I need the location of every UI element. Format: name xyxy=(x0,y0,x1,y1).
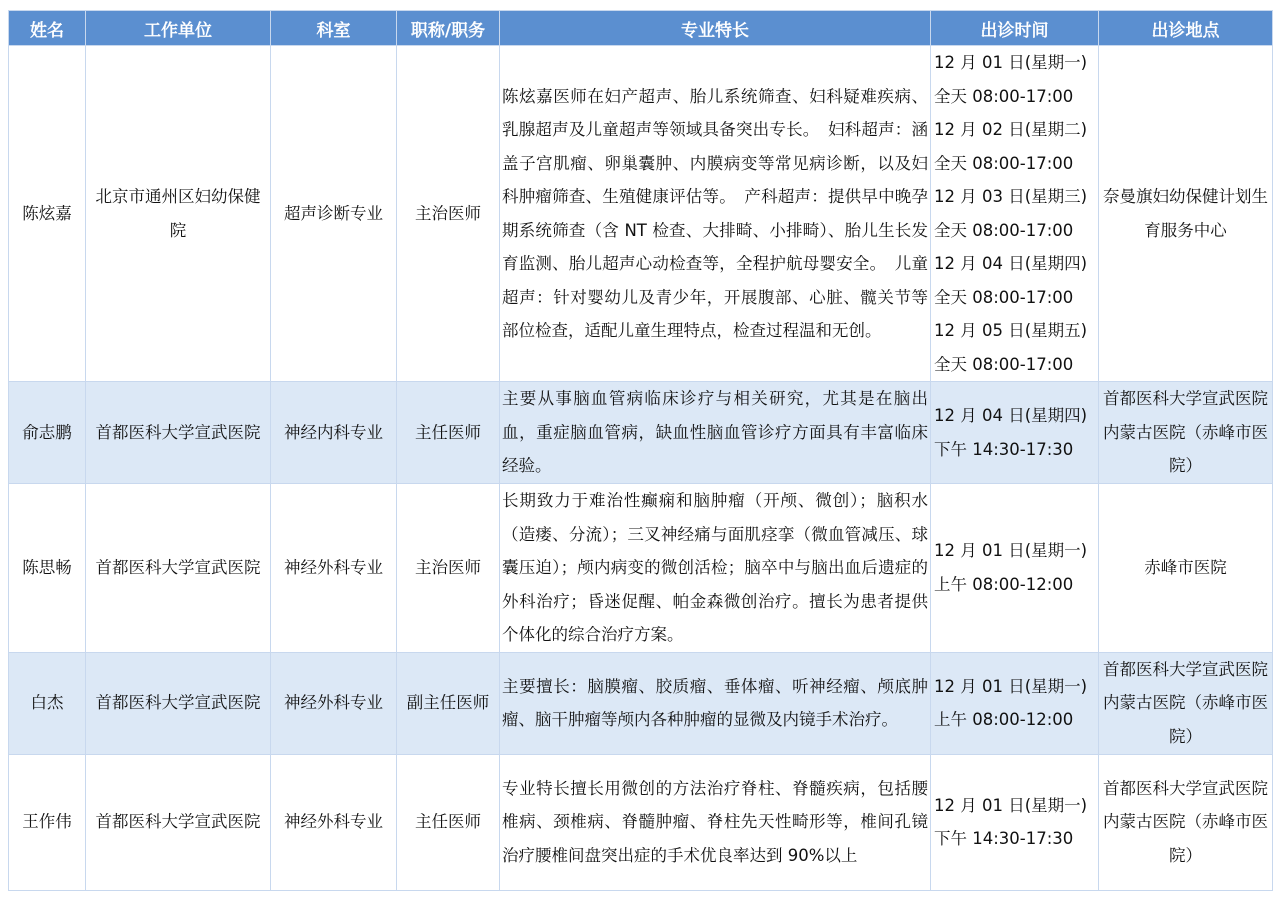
doctor-title: 主治医师 xyxy=(397,484,500,653)
clinic-place: 首都医科大学宣武医院内蒙古医院（赤峰市医院） xyxy=(1099,754,1273,890)
doctor-specialty: 主要擅长：脑膜瘤、胶质瘤、垂体瘤、听神经瘤、颅底肿瘤、脑干肿瘤等颅内各种肿瘤的显微及内镜手术治疗。 xyxy=(500,652,931,754)
header-dept: 科室 xyxy=(271,11,397,46)
clinic-time-line: 12 月 04 日(星期四) xyxy=(934,254,1088,273)
doctor-name: 王作伟 xyxy=(9,754,86,890)
clinic-place: 首都医科大学宣武医院内蒙古医院（赤峰市医院） xyxy=(1099,382,1273,484)
clinic-time-line: 12 月 04 日(星期四) xyxy=(934,406,1088,425)
clinic-place: 首都医科大学宣武医院内蒙古医院（赤峰市医院） xyxy=(1099,652,1273,754)
doctor-title: 主任医师 xyxy=(397,754,500,890)
clinic-time-line: 全天 08:00-17:00 xyxy=(934,354,1074,374)
doctor-name: 俞志鹏 xyxy=(9,382,86,484)
header-place: 出诊地点 xyxy=(1099,11,1273,46)
clinic-time-line: 全天 08:00-17:00 xyxy=(934,287,1074,307)
clinic-time-line: 12 月 01 日(星期一) xyxy=(934,676,1088,696)
doctor-org: 北京市通州区妇幼保健院 xyxy=(86,46,271,382)
clinic-time-line: 12 月 01 日(星期一) xyxy=(934,795,1088,815)
table-row xyxy=(9,484,1273,653)
doctor-dept: 神经外科专业 xyxy=(271,484,397,653)
clinic-time-line: 全天 08:00-17:00 xyxy=(934,153,1074,173)
doctor-specialty: 长期致力于难治性癫痫和脑肿瘤（开颅、微创）；脑积水（造瘘、分流）；三叉神经痛与面肌痉挛（微血管减压、球囊压迫）；颅内病变的微创活检；脑卒中与脑出血后遗症的外科治疗；昏迷促醒、帕金森微创治疗。擅长为患者提供个体化的综合治疗方案。 xyxy=(500,484,931,653)
doctor-title: 主治医师 xyxy=(397,46,500,382)
clinic-time-line: 下午 14:30-17:30 xyxy=(934,439,1074,459)
doctor-name: 陈炫嘉 xyxy=(9,46,86,382)
clinic-time xyxy=(931,46,1099,382)
clinic-time-line: 12 月 01 日(星期一) xyxy=(934,541,1088,561)
clinic-time xyxy=(931,484,1099,653)
doctor-dept: 超声诊断专业 xyxy=(271,46,397,382)
clinic-time-line: 12 月 05 日(星期五) xyxy=(934,321,1088,340)
clinic-place: 赤峰市医院 xyxy=(1099,484,1273,653)
clinic-time-line: 12 月 02 日(星期二) xyxy=(934,120,1088,139)
doctor-specialty: 主要从事脑血管病临床诊疗与相关研究，尤其是在脑出血，重症脑血管病，缺血性脑血管诊疗方面具有丰富临床经验。 xyxy=(500,382,931,484)
clinic-time-line: 12 月 03 日(星期三) xyxy=(934,187,1088,206)
clinic-time-line: 上午 08:00-12:00 xyxy=(934,710,1074,729)
table-row xyxy=(9,46,1273,382)
doctor-dept: 神经内科专业 xyxy=(271,382,397,484)
clinic-time xyxy=(931,382,1099,484)
doctor-title: 主任医师 xyxy=(397,382,500,484)
clinic-time-line: 下午 14:30-17:30 xyxy=(934,829,1074,848)
header-title: 职称/职务 xyxy=(397,11,500,46)
table-row xyxy=(9,652,1273,754)
header-time: 出诊时间 xyxy=(931,11,1099,46)
header-specialty: 专业特长 xyxy=(500,11,931,46)
table-row xyxy=(9,754,1273,890)
doctor-org: 首都医科大学宣武医院 xyxy=(86,484,271,653)
doctor-org: 首都医科大学宣武医院 xyxy=(86,652,271,754)
doctor-specialty: 专业特长擅长用微创的方法治疗脊柱、脊髓疾病，包括腰椎病、颈椎病、脊髓肿瘤、脊柱先天性畸形等，椎间孔镜治疗腰椎间盘突出症的手术优良率达到 90%以上 xyxy=(500,754,931,890)
table-header-row xyxy=(9,11,1273,46)
doctor-title: 副主任医师 xyxy=(397,652,500,754)
doctor-dept: 神经外科专业 xyxy=(271,652,397,754)
doctor-schedule-table xyxy=(8,10,1273,891)
doctor-org: 首都医科大学宣武医院 xyxy=(86,382,271,484)
clinic-place: 奈曼旗妇幼保健计划生育服务中心 xyxy=(1099,46,1273,382)
clinic-time-line: 12 月 01 日(星期一) xyxy=(934,53,1088,72)
doctor-name: 白杰 xyxy=(9,652,86,754)
doctor-dept: 神经外科专业 xyxy=(271,754,397,890)
header-name: 姓名 xyxy=(9,11,86,46)
clinic-time-line: 全天 08:00-17:00 xyxy=(934,86,1074,106)
header-org: 工作单位 xyxy=(86,11,271,46)
clinic-time xyxy=(931,652,1099,754)
table-row xyxy=(9,382,1273,484)
doctor-name: 陈思畅 xyxy=(9,484,86,653)
doctor-org: 首都医科大学宣武医院 xyxy=(86,754,271,890)
doctor-specialty: 陈炫嘉医师在妇产超声、胎儿系统筛查、妇科疑难疾病、乳腺超声及儿童超声等领域具备突出专长。 妇科超声：涵盖子宫肌瘤、卵巢囊肿、内膜病变等常见病诊断，以及妇科肿瘤筛查、生殖健康评估等。 产科超声：提供早中晚孕期系统筛查（含 NT 检查、大排畸、小排畸）、胎儿生长发育监测、胎儿超声心动检查等，全程护航母婴安全。 儿童超声：针对婴幼儿及青少年，开展腹部、心脏、髋关节等部位检查，适配儿童生理特点，检查过程温和无创。 xyxy=(500,46,931,382)
clinic-time-line: 全天 08:00-17:00 xyxy=(934,220,1074,240)
clinic-time xyxy=(931,754,1099,890)
schedule-container xyxy=(8,10,1272,891)
clinic-time-line: 上午 08:00-12:00 xyxy=(934,574,1074,594)
